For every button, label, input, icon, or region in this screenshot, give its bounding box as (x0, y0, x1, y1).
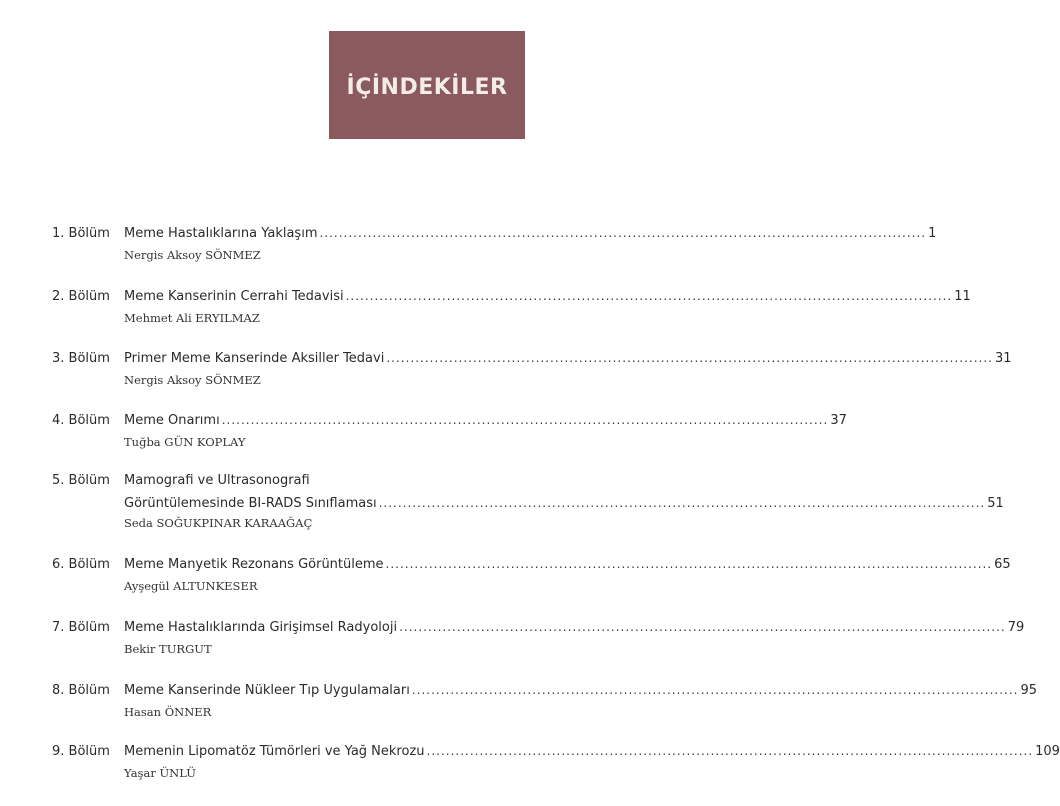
page-heading: İÇİNDEKİLER (346, 74, 508, 100)
chapter-number: 7. Bölüm (52, 620, 110, 635)
chapter-title-line[interactable] (124, 226, 937, 241)
leader-dots: .............................................................................................................................. (378, 496, 986, 510)
chapter-number: 5. Bölüm (52, 473, 110, 488)
chapter-title: Meme Kanserinde Nükleer Tıp Uygulamaları (124, 683, 410, 698)
chapter-author: Hasan ÖNNER (124, 705, 212, 719)
chapter-title-line[interactable] (124, 289, 971, 304)
leader-dots: .............................................................................................................................. (345, 289, 953, 303)
chapter-number: 1. Bölüm (52, 226, 110, 241)
chapter-number: 3. Bölüm (52, 351, 110, 366)
chapter-author: Bekir TURGUT (124, 642, 212, 656)
chapter-author: Nergis Aksoy SÖNMEZ (124, 248, 261, 262)
chapter-title: Görüntülemesinde BI-RADS Sınıflaması (124, 496, 377, 511)
chapter-title-line[interactable] (124, 620, 1025, 635)
page-number: 1 (928, 226, 937, 241)
chapter-title-line[interactable] (124, 744, 1060, 759)
chapter-title-line-1[interactable] (124, 473, 522, 488)
chapter-title-line[interactable] (124, 557, 1011, 572)
page-number: 109 (1035, 744, 1060, 759)
leader-dots: .............................................................................................................................. (319, 226, 927, 240)
chapter-title: Meme Kanserinin Cerrahi Tedavisi (124, 289, 344, 304)
chapter-title: Meme Manyetik Rezonans Görüntüleme (124, 557, 384, 572)
chapter-number: 2. Bölüm (52, 289, 110, 304)
chapter-author: Seda SOĞUKPINAR KARAAĞAÇ (124, 516, 313, 530)
chapter-number: 8. Bölüm (52, 683, 110, 698)
page-number: 51 (987, 496, 1004, 511)
page-number: 79 (1007, 620, 1025, 635)
chapter-title-line[interactable] (124, 351, 1012, 366)
leader-dots: .............................................................................................................................. (411, 683, 1019, 697)
page-number: 95 (1020, 683, 1037, 698)
chapter-title: Meme Onarımı (124, 413, 220, 428)
chapter-title: Memenin Lipomatöz Tümörleri ve Yağ Nekrozu (124, 744, 425, 759)
chapter-author: Tuğba GÜN KOPLAY (124, 435, 246, 449)
chapter-title-line[interactable] (124, 683, 1037, 698)
chapter-title-line[interactable] (124, 413, 847, 428)
leader-dots: .............................................................................................................................. (221, 413, 829, 427)
chapter-author: Mehmet Ali ERYILMAZ (124, 311, 260, 325)
page-number: 65 (994, 557, 1011, 572)
leader-dots: .............................................................................................................................. (426, 744, 1034, 758)
leader-dots: .............................................................................................................................. (386, 351, 993, 365)
chapter-author: Nergis Aksoy SÖNMEZ (124, 373, 261, 387)
chapter-number: 6. Bölüm (52, 557, 110, 572)
chapter-title-part-1: Mamografi ve Ultrasonografi (124, 473, 310, 488)
chapter-number: 4. Bölüm (52, 413, 110, 428)
leader-dots: .............................................................................................................................. (385, 557, 993, 571)
chapter-title-line-2[interactable] (124, 496, 1004, 511)
chapter-author: Ayşegül ALTUNKESER (124, 579, 258, 593)
chapter-title: Primer Meme Kanserinde Aksiller Tedavi (124, 351, 385, 366)
chapter-number: 9. Bölüm (52, 744, 110, 759)
leader-dots: .............................................................................................................................. (399, 620, 1006, 634)
chapter-title: Meme Hastalıklarında Girişimsel Radyoloji (124, 620, 398, 635)
page-number: 31 (994, 351, 1012, 366)
chapter-author: Yaşar ÜNLÜ (124, 766, 196, 780)
page-number: 37 (830, 413, 847, 428)
chapter-title: Meme Hastalıklarına Yaklaşım (124, 226, 318, 241)
page-number: 11 (954, 289, 971, 304)
